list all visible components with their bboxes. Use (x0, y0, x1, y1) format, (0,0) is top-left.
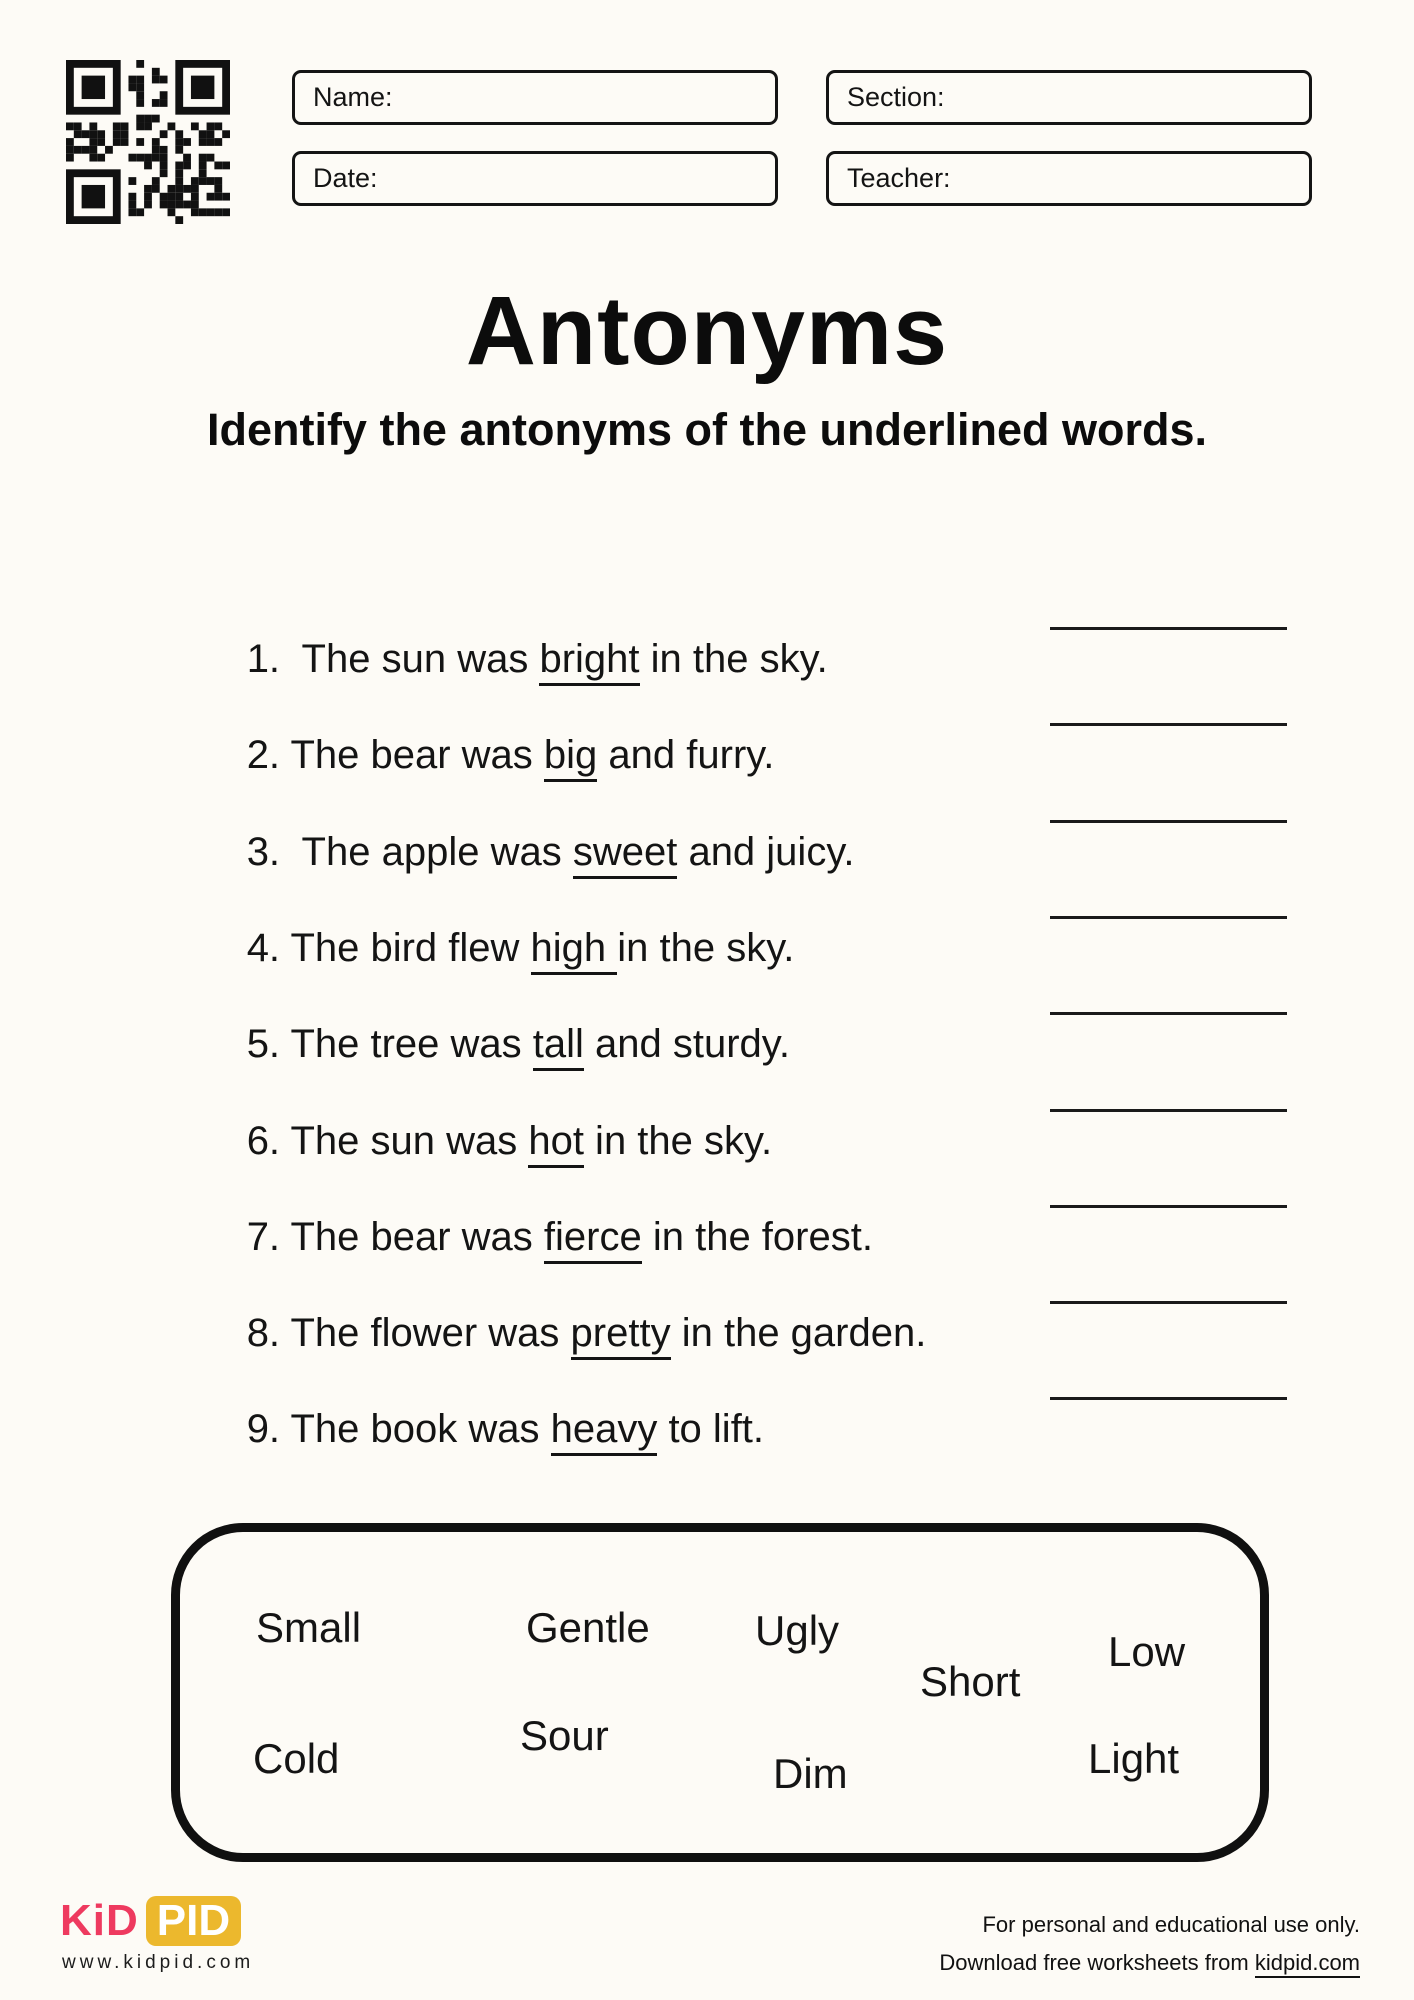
question-text-pre: The sun was (280, 637, 540, 681)
teacher-field-label: Teacher: (847, 163, 951, 193)
answer-blank-line[interactable] (1050, 589, 1287, 630)
question-text-pre: The sun was (280, 1119, 529, 1163)
question-text-post: in the sky. (583, 1119, 773, 1163)
question-row (180, 581, 1414, 681)
word-bank-word: Gentle (526, 1604, 650, 1651)
answer-blank-line[interactable] (1050, 1359, 1287, 1400)
question-row (180, 774, 1414, 874)
footer-kidpid-link[interactable]: kidpid.com (1255, 1950, 1360, 1978)
question-number: 8. (246, 1311, 281, 1355)
word-bank-word: Low (1108, 1628, 1186, 1675)
question-text-post: in the garden. (670, 1311, 927, 1355)
answer-blank-line[interactable] (1050, 782, 1287, 823)
underlined-word: sweet (573, 830, 678, 879)
word-bank-word: Small (256, 1604, 362, 1651)
question-number: 7. (246, 1215, 281, 1259)
question-text-pre: The flower was (280, 1311, 571, 1355)
question-row (180, 966, 1414, 1066)
footer-line2-text: Download free worksheets from (939, 1950, 1255, 1975)
question-row (180, 1255, 1414, 1355)
section-field-label: Section: (847, 82, 945, 112)
underlined-word: high (531, 926, 618, 975)
underlined-word: bright (539, 637, 639, 686)
word-bank-box (171, 1523, 1269, 1862)
logo-pid-badge: PID (146, 1896, 241, 1946)
underlined-word: tall (533, 1022, 584, 1071)
question-row (180, 677, 1414, 777)
word-bank-word: Ugly (755, 1607, 840, 1654)
name-field-label: Name: (313, 82, 393, 112)
question-text-post: to lift. (657, 1407, 765, 1451)
footer-line2 (939, 1944, 1360, 1982)
word-bank-word: Cold (253, 1735, 340, 1782)
question-number: 2. (246, 733, 281, 777)
question-row (180, 870, 1414, 970)
kidpid-logo (60, 1896, 241, 1946)
kidpid-url[interactable]: www.kidpid.com (62, 1952, 255, 1973)
question-text-post: in the sky. (639, 637, 828, 681)
question-number: 4. (246, 926, 281, 970)
question-number: 1. (246, 637, 281, 681)
answer-blank-line[interactable] (1050, 1263, 1287, 1304)
word-bank-word: Short (920, 1658, 1021, 1705)
instruction-text: Identify the antonyms of the underlined words. (206, 404, 1208, 455)
answer-blank-line[interactable] (1050, 974, 1287, 1015)
underlined-word: big (544, 733, 597, 782)
question-text-pre: The bear was (280, 1215, 544, 1259)
question-text-post: in the forest. (641, 1215, 873, 1259)
footer-line1: For personal and educational use only. (982, 1912, 1360, 1937)
question-text-post: and furry. (597, 733, 775, 777)
question-row (180, 1159, 1414, 1259)
question-text-pre: The bird flew (280, 926, 531, 970)
underlined-word: hot (528, 1119, 584, 1168)
underlined-word: fierce (544, 1215, 642, 1264)
question-number: 5. (246, 1022, 281, 1066)
question-number: 6. (246, 1119, 281, 1163)
question-text-pre: The tree was (280, 1022, 533, 1066)
answer-blank-line[interactable] (1050, 685, 1287, 726)
footer-note (939, 1906, 1360, 1982)
question-number: 9. (246, 1407, 281, 1451)
answer-blank-line[interactable] (1050, 1071, 1287, 1112)
underlined-word: heavy (551, 1407, 658, 1456)
word-bank-word: Light (1088, 1735, 1180, 1782)
question-row (180, 1063, 1414, 1163)
word-bank-word: Sour (520, 1712, 609, 1759)
underlined-word: pretty (571, 1311, 671, 1360)
question-text-pre: The apple was (280, 830, 573, 874)
answer-blank-line[interactable] (1050, 878, 1287, 919)
question-row (180, 1351, 1414, 1451)
answer-blank-line[interactable] (1050, 1167, 1287, 1208)
question-text-pre: The bear was (280, 733, 544, 777)
page-title: Antonyms (465, 276, 949, 385)
word-bank-word: Dim (773, 1750, 848, 1797)
question-text-post: in the sky. (617, 926, 795, 970)
question-number: 3. (246, 830, 281, 874)
question-text-post: and sturdy. (583, 1022, 790, 1066)
question-text-pre: The book was (280, 1407, 551, 1451)
date-field-label: Date: (313, 163, 378, 193)
question-text-post: and juicy. (677, 830, 855, 874)
logo-kid-text: KiD (60, 1896, 139, 1945)
